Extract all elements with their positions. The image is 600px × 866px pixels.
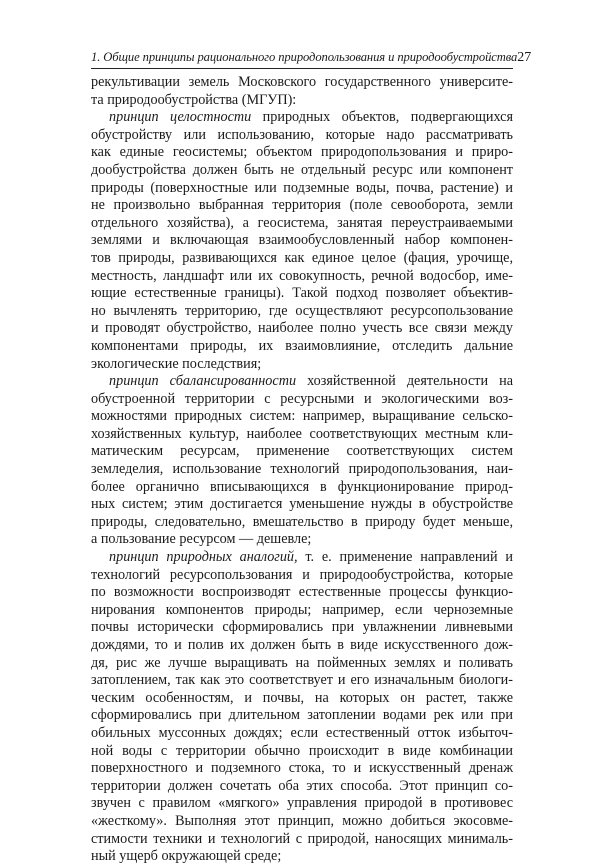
text-line (91, 338, 513, 356)
line-text: сформировались при длительном затоплении водами рек или при (91, 707, 513, 724)
line-text: технологий ресурсопользования и природообустройства, которые (91, 566, 513, 583)
principle-term: принцип природных аналогий, (109, 549, 298, 566)
text-line (91, 531, 513, 549)
text-line (91, 496, 513, 514)
text-line (91, 373, 513, 391)
text-line (91, 584, 513, 602)
text-line (91, 144, 513, 162)
line-text: по возможности воспроизводят естественные процессы функцио- (91, 584, 513, 601)
line-text: матическим ресурсам, применение соответствующих систем (91, 443, 513, 460)
line-text: ческим особенностям, и почвы, на которых он растет, также (91, 689, 513, 706)
text-line (91, 549, 513, 567)
line-text: тов природы, развивающихся как единое целое (фация, урочище, (91, 249, 513, 266)
line-text: почвы исторически сформировались при увлажнении ливневыми (91, 619, 513, 636)
line-text: поверхностного и подземного стока, то и искусственный дренаж (91, 760, 513, 777)
header-rule (91, 68, 513, 69)
principle-term: принцип сбалансированности (109, 373, 297, 390)
text-line (91, 74, 513, 92)
line-text: как единые геосистемы; объектом природопользования и приро- (91, 144, 513, 161)
line-text: дообустройства должен быть не отдельный ресурс или компонент (91, 161, 513, 178)
line-text: т. е. применение направлений и (297, 549, 514, 566)
line-text: земледелия, использование технологий природопользования, наи- (91, 461, 513, 478)
running-title: 1. Общие принципы рационального природопользования и природообустройства (91, 50, 518, 64)
text-line (91, 514, 513, 532)
page-number: 27 (517, 50, 532, 65)
text-line (91, 619, 513, 637)
text-line (91, 232, 513, 250)
line-text: природы, следовательно, вмешательство в природу будет меньше, (91, 513, 513, 530)
line-text: дя, рис же лучше выращивать на пойменных землях и поливать (91, 654, 513, 671)
text-line (91, 268, 513, 286)
text-line (91, 672, 513, 690)
text-line (91, 743, 513, 761)
text-line (91, 303, 513, 321)
line-text: экологические последствия; (91, 355, 262, 372)
line-text: та природообустройства (МГУП): (91, 91, 297, 108)
text-line (91, 197, 513, 215)
text-line (91, 426, 513, 444)
line-text: дождями, то и полив их должен быть в виде искусственного дож- (91, 637, 513, 653)
text-line (91, 285, 513, 303)
text-line (91, 250, 513, 268)
text-line (91, 109, 513, 127)
line-text: обустройству или использованию, которые надо рассматривать (91, 126, 513, 143)
line-text: природы (поверхностные или подземные воды, почва, растение) и (91, 179, 513, 196)
text-line (91, 760, 513, 778)
text-line (91, 162, 513, 180)
text-line (91, 180, 513, 198)
text-line (91, 92, 513, 110)
text-line (91, 443, 513, 461)
text-line (91, 795, 513, 813)
text-line (91, 690, 513, 708)
line-text: хозяйственной деятельности на (296, 373, 513, 390)
line-text: территории должен сочетать оба этих способа. Этот принцип со- (91, 777, 513, 794)
line-text: ной воды с территории обычно происходит в виде комбинации (91, 742, 513, 759)
text-line (91, 725, 513, 743)
line-text: ющие естественные границы). Такой подход позволяет объектив- (91, 285, 513, 302)
line-text: затоплением, так как это соответствует и его изначальным биологи- (91, 672, 513, 689)
principle-term: принцип целостности (109, 109, 252, 126)
text-line (91, 356, 513, 374)
line-text: более органично вписывающихся в функционирование природ- (91, 478, 513, 495)
text-line (91, 778, 513, 796)
text-line (91, 127, 513, 145)
line-text: звучен с правилом «мягкого» управления природой в противовес (91, 795, 513, 812)
line-text: не произвольно выбранная территория (поле севооборота, земли (91, 197, 513, 214)
text-line (91, 637, 513, 655)
text-line (91, 479, 513, 497)
line-text: природных объектов, подвергающихся (251, 109, 513, 126)
text-line (91, 320, 513, 338)
text-line (91, 813, 513, 831)
line-text: обильных муссонных дождях; если естественный отток избыточ- (91, 724, 513, 741)
line-text: компонентами природы, их взаимовлияние, отследить дальние (91, 337, 513, 354)
line-text: хозяйственных культур, наиболее соответствующих местным кли- (91, 425, 513, 442)
body-text (91, 74, 513, 866)
line-text: но вычленять территорию, где осуществляют ресурсопользование (91, 302, 513, 319)
text-line (91, 567, 513, 585)
line-text: можностями природных систем: например, выращивание сельско- (91, 408, 513, 425)
text-line (91, 602, 513, 620)
line-text: и проводят обустройство, наиболее полно учесть все связи между (91, 320, 513, 337)
line-text: местность, ландшафт или их совокупность, речной водосбор, име- (91, 267, 513, 284)
line-text: ный ущерб окружающей среде; (91, 848, 282, 865)
line-text: стимости техники и технологий с природой, наносящих минималь- (91, 830, 513, 847)
text-line (91, 408, 513, 426)
line-text: «жесткому». Выполняя этот принцип, можно добиться экосовме- (91, 812, 513, 829)
line-text: рекультивации земель Московского государственного университе- (91, 74, 513, 90)
running-header (91, 50, 532, 66)
text-line (91, 215, 513, 233)
text-line (91, 848, 513, 866)
line-text: ных систем; этим достигается уменьшение нужды в обустройстве (91, 496, 513, 513)
line-text: а пользование ресурсом — дешевле; (91, 531, 312, 548)
text-line (91, 655, 513, 673)
line-text: обустроенной территории с ресурсными и экологическими воз- (91, 390, 513, 407)
text-line (91, 461, 513, 479)
text-line (91, 391, 513, 409)
text-line (91, 707, 513, 725)
line-text: нирования компонентов природы; например, если черноземные (91, 601, 513, 618)
text-line (91, 831, 513, 849)
line-text: землями и включающая взаимообусловленный набор компонен- (91, 232, 513, 249)
line-text: отдельного хозяйства), а геосистема, занятая переустраиваемыми (91, 214, 513, 231)
